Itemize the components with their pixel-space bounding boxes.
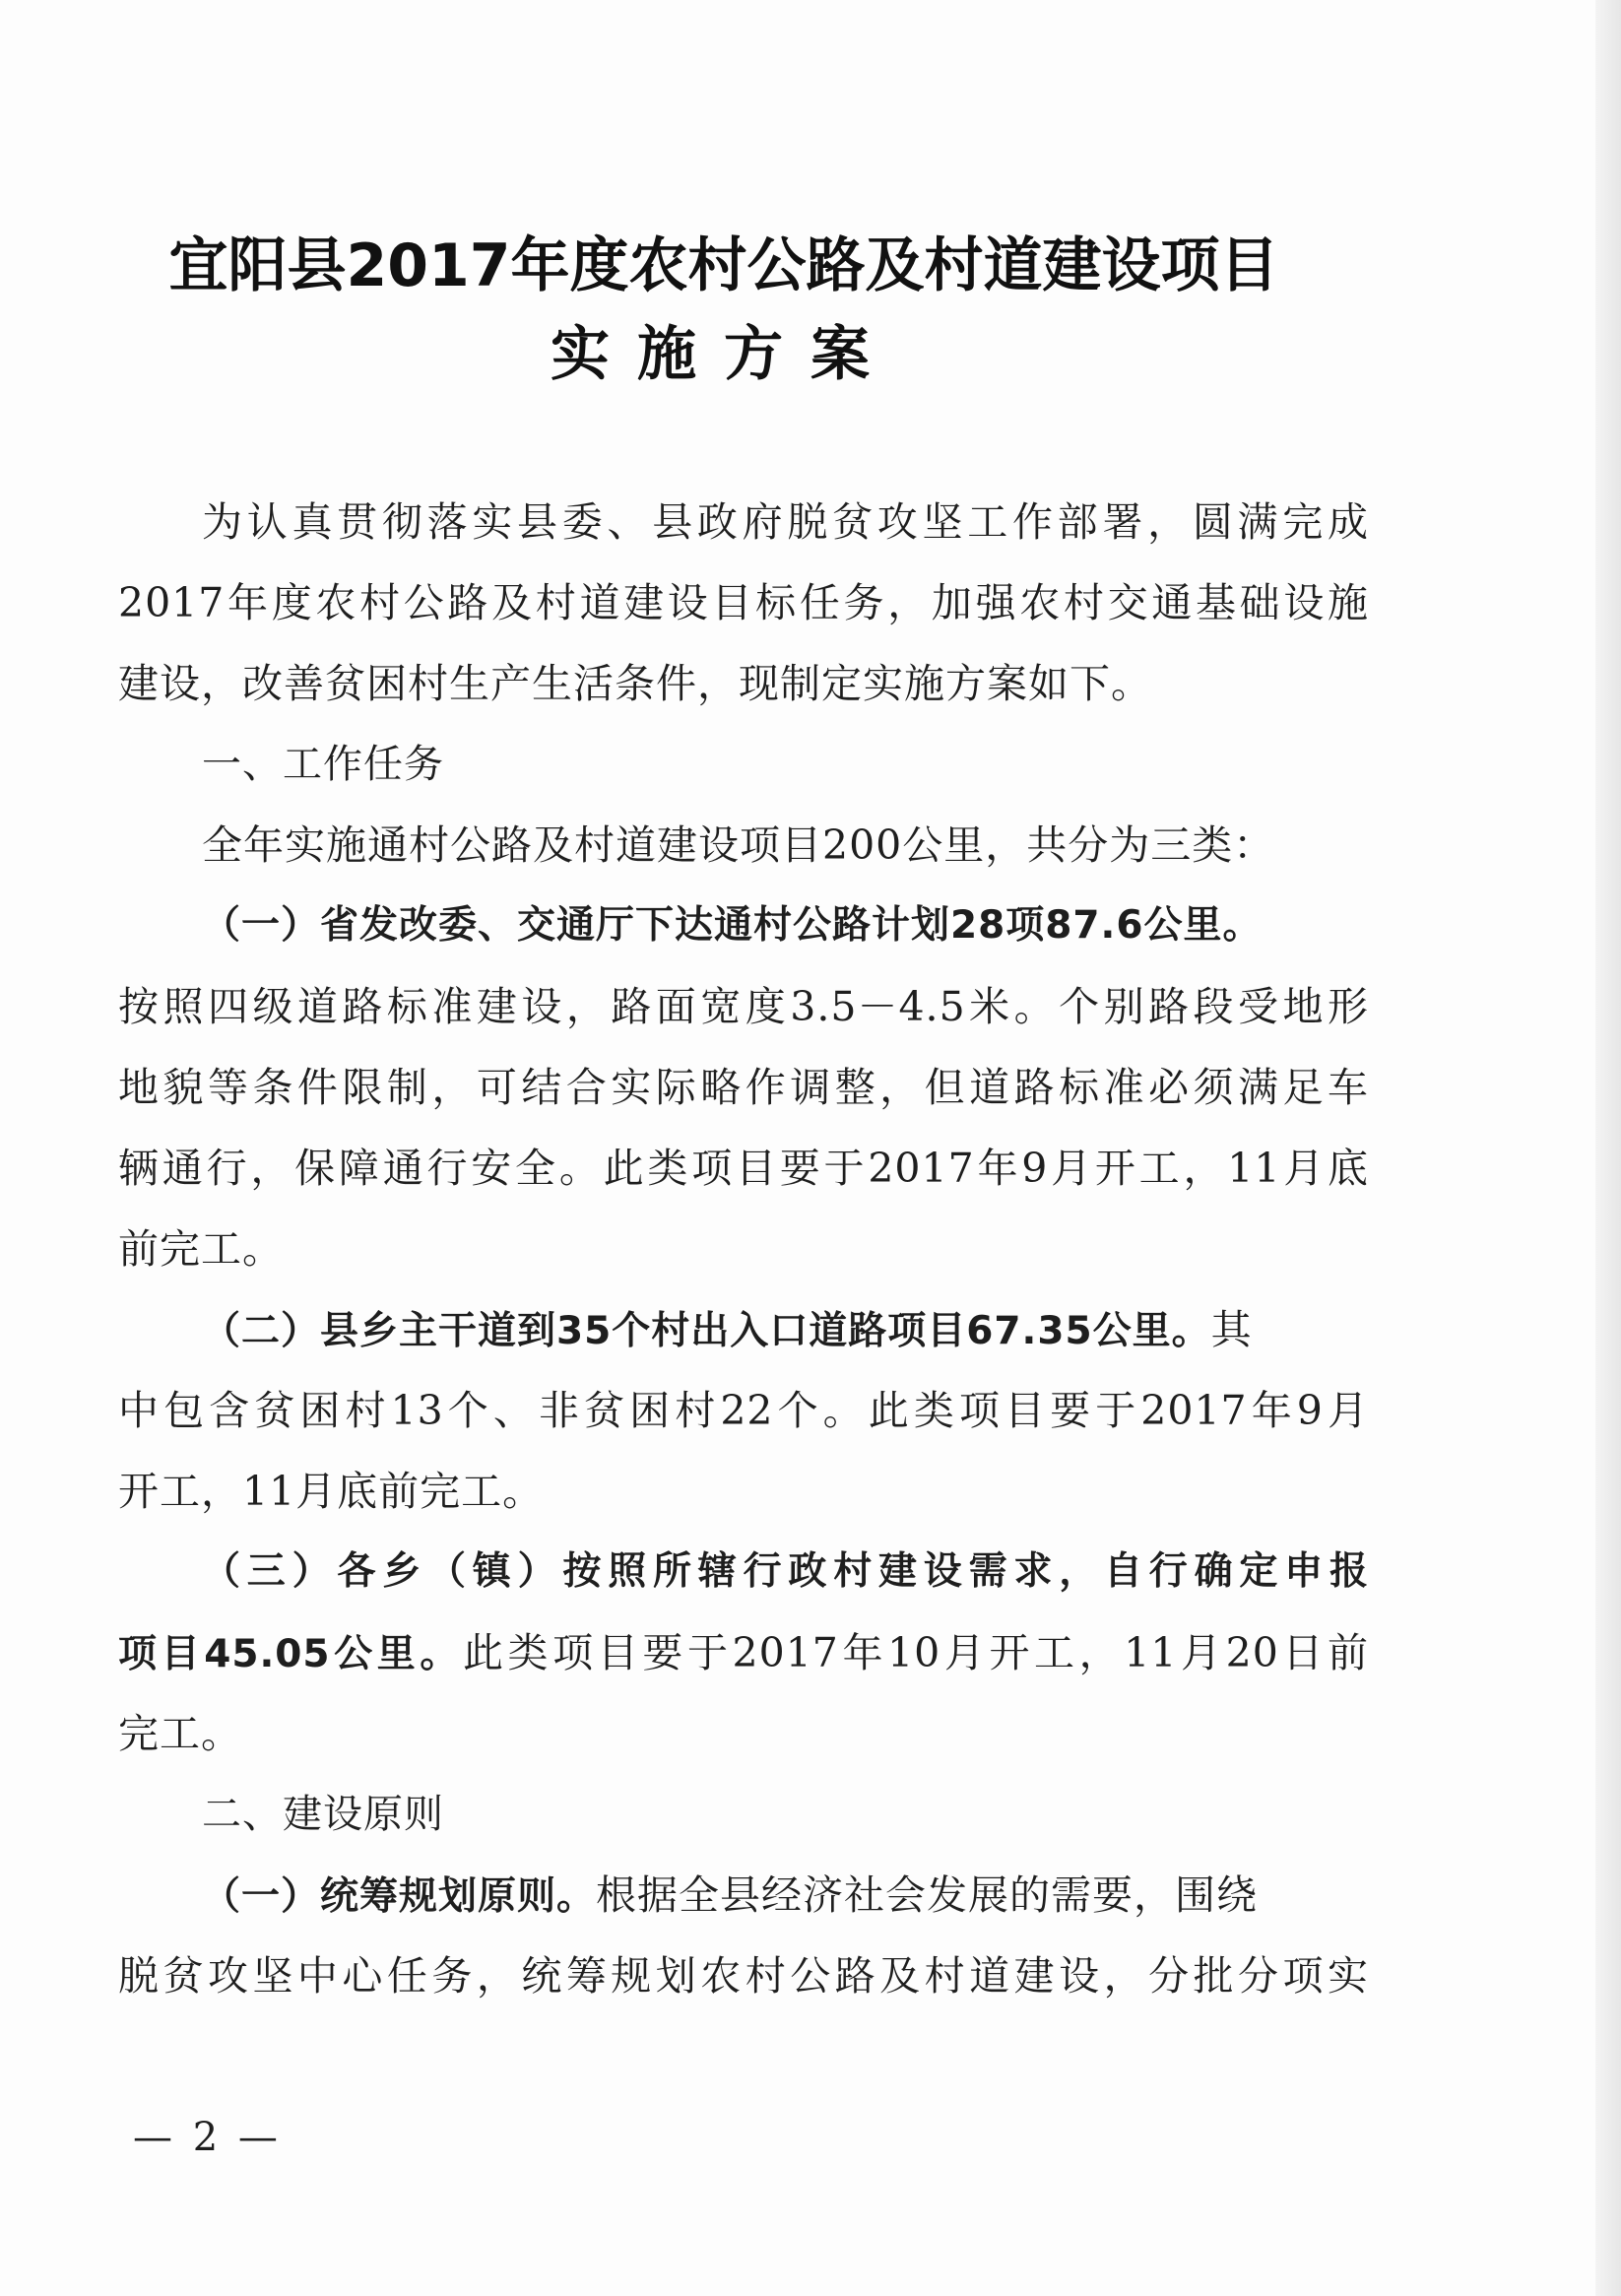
item-3-bold-line-1: （三）各乡（镇）按照所辖行政村建设需求，自行确定申报 <box>202 1549 1369 1594</box>
section-heading-work-tasks: 一、工作任务 <box>202 742 444 787</box>
item-1-bold-heading: （一）省发改委、交通厅下达通村公路计划28项87.6公里。 <box>202 903 1263 948</box>
item-2-first-line <box>202 1300 1369 1361</box>
item-1-line-2: 地貌等条件限制，可结合实际略作调整，但道路标准必须满足车 <box>118 1064 1369 1111</box>
principle-1-bold-heading: （一）统筹规划原则。 <box>202 1874 597 1919</box>
document-title-line-1: 宜阳县2017年度农村公路及村道建设项目 <box>168 231 1279 300</box>
principle-1-line-2: 脱贫攻坚中心任务，统筹规划农村公路及村道建设，分批分项实 <box>118 1952 1369 2000</box>
item-1-line-3: 辆通行，保障通行安全。此类项目要于2017年9月开工，11月底 <box>118 1145 1369 1192</box>
item-2-bold-heading: （二）县乡主干道到35个村出入口道路项目67.35公里。 <box>202 1309 1211 1353</box>
item-3-bold-line-2: 项目45.05公里。 <box>118 1632 463 1676</box>
principle-1-first-line <box>202 1866 1369 1927</box>
work-tasks-summary: 全年实施通村公路及村道建设项目200公里，共分为三类： <box>202 821 1275 869</box>
intro-line-2: 2017年度农村公路及村道建设目标任务，加强农村交通基础设施 <box>118 579 1369 626</box>
item-3-line-3: 完工。 <box>118 1710 242 1757</box>
intro-line-1: 为认真贯彻落实县委、县政府脱贫攻坚工作部署，圆满完成 <box>202 498 1369 546</box>
item-2-first-rest: 其 <box>1210 1306 1253 1353</box>
document-title-line-2: 实施方案 <box>551 320 897 389</box>
page-number: — 2 — <box>133 2115 282 2160</box>
item-2-line-2: 开工，11月底前完工。 <box>118 1468 545 1515</box>
item-1-line-1: 按照四级道路标准建设，路面宽度3.5－4.5米。个别路段受地形 <box>118 983 1369 1030</box>
item-1-line-4: 前完工。 <box>118 1225 284 1273</box>
principle-1-rest: 根据全县经济社会发展的需要，围绕 <box>596 1871 1259 1919</box>
intro-line-3: 建设，改善贫困村生产生活条件，现制定实施方案如下。 <box>118 660 1152 707</box>
scan-edge <box>1595 0 1621 2296</box>
item-2-line-1: 中包含贫困村13个、非贫困村22个。此类项目要于2017年9月 <box>118 1387 1369 1434</box>
item-3-rest-line-2: 此类项目要于2017年10月开工，11月20日前 <box>462 1629 1369 1676</box>
item-3-line-2 <box>118 1623 1369 1684</box>
section-heading-principles: 二、建设原则 <box>202 1792 444 1837</box>
